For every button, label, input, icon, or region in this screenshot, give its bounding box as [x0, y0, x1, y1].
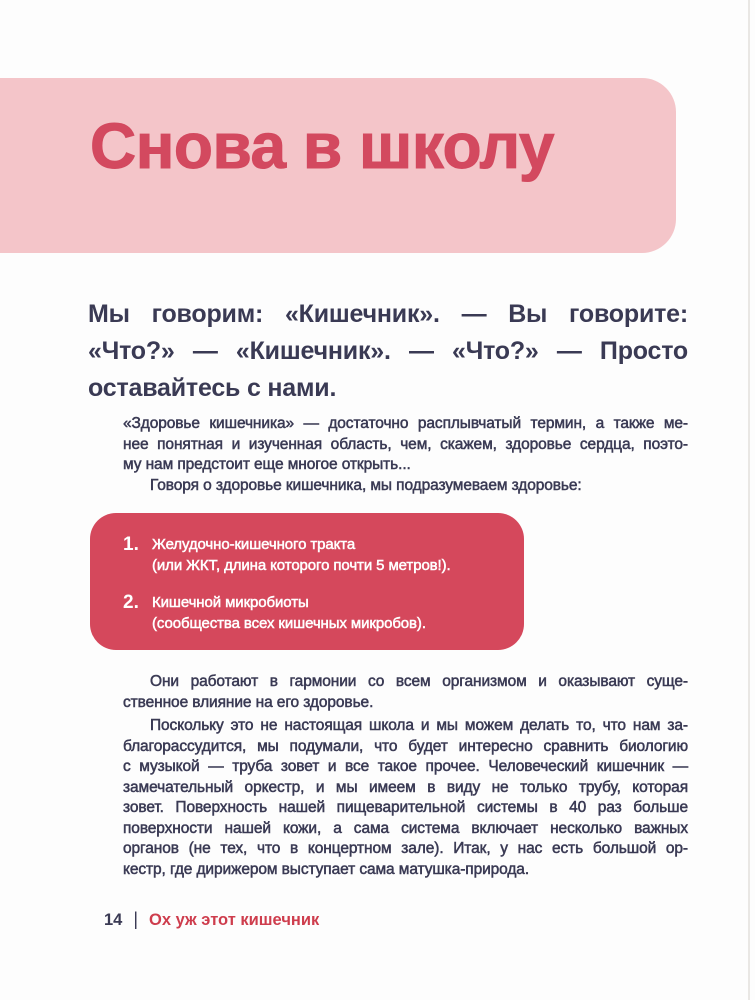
- chapter-title-band: [0, 78, 676, 253]
- text-line: (или ЖКТ, длина которого почти 5 метров!).: [152, 557, 451, 574]
- callout-item-text: [152, 592, 426, 634]
- callout-item-1: [123, 534, 504, 576]
- text-line: с музыкой — труба зовет и все такое прочее. Человеческий кишечник —: [123, 758, 688, 775]
- text-line: Говоря о здоровье кишечника, мы подразумеваем здоровье:: [150, 476, 582, 494]
- text-line: Желудочно-кишечного тракта: [152, 536, 356, 553]
- book-title: Ох уж этот кишечник: [149, 911, 320, 929]
- text-line: Они работают в гармонии со всем организмом и оказывают суще-: [150, 673, 688, 690]
- body-paragraphs: [123, 672, 688, 880]
- callout-item-number: 1.: [123, 534, 139, 555]
- paragraph-body-1: [123, 672, 688, 713]
- text-line: оставайтесь с нами.: [88, 374, 337, 402]
- text-line: «Здоровье кишечника» — достаточно расплывчатый термин, а также ме-: [123, 415, 688, 432]
- text-line: зовет. Поверхность нашей пищеварительной системы в 40 раз больше: [123, 799, 688, 816]
- section-heading: [88, 296, 688, 407]
- text-line: кестр, где дирижером выступает сама матушка-природа.: [123, 860, 530, 878]
- text-line: Мы говорим: «Кишечник». — Вы говорите:: [88, 300, 688, 328]
- page-edge-line: [748, 0, 750, 1000]
- paragraph-body-2: [123, 716, 688, 880]
- chapter-title: Снова в школу: [90, 110, 554, 182]
- page-footer: [104, 909, 319, 930]
- text-line: Кишечной микробиоты: [152, 594, 309, 611]
- text-line: «Что?» — «Кишечник». — «Что?» — Просто: [88, 337, 688, 365]
- paragraph-intro-1: [123, 414, 688, 476]
- text-line: Поскольку это не настоящая школа и мы можем делать то, что нам за-: [150, 717, 688, 734]
- text-line: замечательный оркестр, и мы имеем в виду не только трубу, которая: [123, 778, 688, 796]
- paragraph-intro-2: [123, 476, 688, 497]
- text-line: органов (не тех, что в концертном зале). Итак, у нас есть большой ор-: [123, 840, 688, 857]
- callout-item-2: [123, 592, 504, 634]
- footer-separator: |: [133, 909, 139, 929]
- callout-item-text: [152, 534, 451, 576]
- page-number: 14: [104, 911, 123, 929]
- text-line: ственное влияние на его здоровье.: [123, 693, 374, 711]
- text-line: поверхности нашей кожи, а сама система включает несколько важных: [123, 819, 688, 837]
- text-line: нее понятная и изученная область, чем, скажем, здоровье сердца, поэто-: [123, 435, 688, 453]
- intro-paragraphs: [123, 414, 688, 496]
- text-line: му нам предстоит еще многое открыть...: [123, 456, 411, 473]
- text-line: благорассудится, мы подумали, что будет интересно сравнить биологию: [123, 737, 688, 755]
- numbered-callout-box: [90, 513, 524, 650]
- callout-item-number: 2.: [123, 592, 139, 613]
- text-line: (сообщества всех кишечных микробов).: [152, 615, 426, 632]
